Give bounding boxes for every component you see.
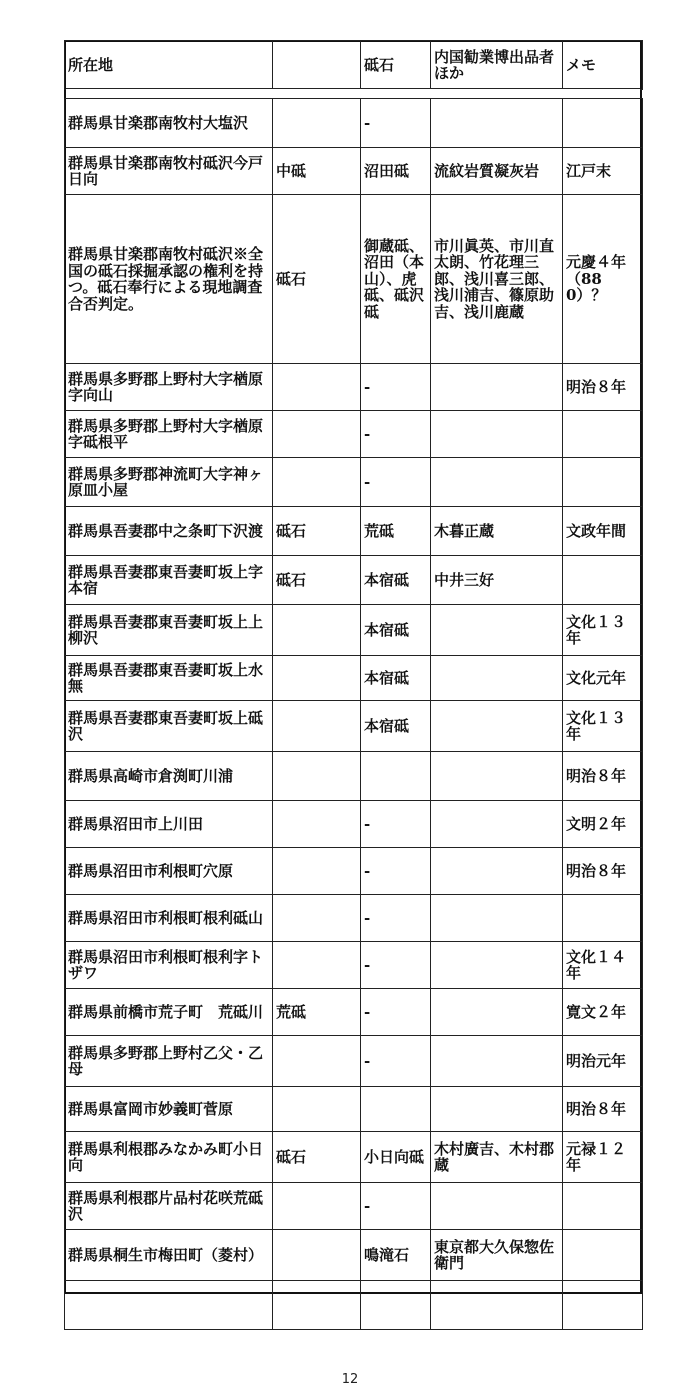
cell-location: 群馬県高崎市倉渕町川浦 xyxy=(65,752,273,801)
cell-location: 群馬県利根郡みなかみ町小日向 xyxy=(65,1132,273,1183)
cell-memo: 文政年間 xyxy=(563,507,643,556)
cell-whetstone: 本宿砥 xyxy=(361,701,431,752)
cell-whetstone xyxy=(361,1281,431,1330)
cell-type xyxy=(273,364,361,411)
cell-type xyxy=(273,1036,361,1087)
cell-memo: 明治８年 xyxy=(563,364,643,411)
cell-exhibitor xyxy=(431,895,563,942)
cell-location: 群馬県沼田市利根町穴原 xyxy=(65,848,273,895)
cell-memo: 寛文２年 xyxy=(563,989,643,1036)
cell-exhibitor xyxy=(431,848,563,895)
table-row xyxy=(65,656,643,701)
cell-location: 群馬県多野郡上野村大字楢原字砥根平 xyxy=(65,411,273,458)
table-row xyxy=(65,1281,643,1330)
table-row xyxy=(65,801,643,848)
cell-type xyxy=(273,701,361,752)
header-exhibitor: 内国勧業博出品者ほか xyxy=(431,41,563,90)
cell-whetstone: - xyxy=(361,848,431,895)
cell-whetstone: - xyxy=(361,801,431,848)
cell-whetstone: 荒砥 xyxy=(361,507,431,556)
cell-whetstone: - xyxy=(361,989,431,1036)
cell-type: 砥石 xyxy=(273,1132,361,1183)
cell-type xyxy=(273,1183,361,1230)
cell-exhibitor xyxy=(431,411,563,458)
cell-type xyxy=(273,848,361,895)
cell-whetstone: - xyxy=(361,895,431,942)
table-row xyxy=(65,195,643,364)
table-row xyxy=(65,701,643,752)
cell-whetstone: - xyxy=(361,99,431,148)
cell-memo xyxy=(563,1230,643,1281)
cell-location: 群馬県甘楽郡南牧村砥沢今戸日向 xyxy=(65,148,273,195)
cell-exhibitor xyxy=(431,458,563,507)
table-row xyxy=(65,895,643,942)
cell-exhibitor: 市川眞英、市川直太朗、竹花理三郎、浅川喜三郎、浅川浦吉、篠原助吉、浅川鹿蔵 xyxy=(431,195,563,364)
header-type xyxy=(273,41,361,90)
cell-whetstone xyxy=(361,752,431,801)
cell-memo: 元禄１２年 xyxy=(563,1132,643,1183)
header-whetstone: 砥石 xyxy=(361,41,431,90)
cell-location: 群馬県沼田市上川田 xyxy=(65,801,273,848)
table-row xyxy=(65,364,643,411)
table-row xyxy=(65,556,643,605)
cell-type: 砥石 xyxy=(273,556,361,605)
cell-whetstone: 鳴滝石 xyxy=(361,1230,431,1281)
cell-exhibitor xyxy=(431,989,563,1036)
table-row xyxy=(65,1230,643,1281)
cell-location: 群馬県甘楽郡南牧村砥沢※全国の砥石採掘承認の権利を持つ。砥石奉行による現地調査合否判定。 xyxy=(65,195,273,364)
cell-exhibitor xyxy=(431,752,563,801)
cell-location: 群馬県前橋市荒子町 荒砥川 xyxy=(65,989,273,1036)
cell-whetstone: 沼田砥 xyxy=(361,148,431,195)
cell-exhibitor: 木暮正蔵 xyxy=(431,507,563,556)
cell-type xyxy=(273,801,361,848)
cell-location: 群馬県沼田市利根町根利字トザワ xyxy=(65,942,273,989)
header-memo: メモ xyxy=(563,41,643,90)
cell-location: 群馬県多野郡上野村乙父・乙母 xyxy=(65,1036,273,1087)
cell-exhibitor xyxy=(431,942,563,989)
cell-whetstone: 小日向砥 xyxy=(361,1132,431,1183)
cell-whetstone: 御蔵砥、沼田（本山）、虎砥、砥沢砥 xyxy=(361,195,431,364)
table-row xyxy=(65,1036,643,1087)
cell-exhibitor xyxy=(431,1183,563,1230)
cell-location: 群馬県沼田市利根町根利砥山 xyxy=(65,895,273,942)
cell-whetstone xyxy=(361,1087,431,1132)
table-row xyxy=(65,458,643,507)
cell-exhibitor xyxy=(431,1036,563,1087)
cell-location: 群馬県桐生市梅田町（菱村） xyxy=(65,1230,273,1281)
cell-type xyxy=(273,1087,361,1132)
cell-memo: 元慶４年（880）？ xyxy=(563,195,643,364)
cell-memo: 明治８年 xyxy=(563,1087,643,1132)
cell-type: 砥石 xyxy=(273,195,361,364)
cell-exhibitor xyxy=(431,1087,563,1132)
table-row xyxy=(65,1183,643,1230)
cell-location: 群馬県吾妻郡東吾妻町坂上砥沢 xyxy=(65,701,273,752)
table-row xyxy=(65,989,643,1036)
cell-memo: 文化１４年 xyxy=(563,942,643,989)
cell-location: 群馬県吾妻郡東吾妻町坂上水無 xyxy=(65,656,273,701)
cell-memo: 文化１３年 xyxy=(563,701,643,752)
cell-whetstone: - xyxy=(361,1183,431,1230)
cell-exhibitor: 流紋岩質凝灰岩 xyxy=(431,148,563,195)
cell-exhibitor xyxy=(431,1281,563,1330)
header-row xyxy=(65,41,643,90)
table-row xyxy=(65,507,643,556)
cell-memo xyxy=(563,1281,643,1330)
table-header xyxy=(64,40,643,90)
cell-memo xyxy=(563,895,643,942)
cell-whetstone: - xyxy=(361,458,431,507)
cell-memo: 文化元年 xyxy=(563,656,643,701)
cell-memo: 文化１３年 xyxy=(563,605,643,656)
cell-whetstone: - xyxy=(361,942,431,989)
cell-type xyxy=(273,411,361,458)
cell-type xyxy=(273,895,361,942)
cell-type xyxy=(273,752,361,801)
cell-whetstone: 本宿砥 xyxy=(361,656,431,701)
cell-location: 群馬県多野郡神流町大字神ヶ原皿小屋 xyxy=(65,458,273,507)
cell-location: 群馬県吾妻郡東吾妻町坂上上柳沢 xyxy=(65,605,273,656)
cell-location: 群馬県利根郡片品村花咲荒砥沢 xyxy=(65,1183,273,1230)
cell-memo xyxy=(563,458,643,507)
cell-location: 群馬県吾妻郡中之条町下沢渡 xyxy=(65,507,273,556)
table-row xyxy=(65,1087,643,1132)
cell-exhibitor xyxy=(431,364,563,411)
cell-memo xyxy=(563,556,643,605)
header-location: 所在地 xyxy=(65,41,273,90)
cell-exhibitor xyxy=(431,701,563,752)
cell-type xyxy=(273,1281,361,1330)
cell-type: 荒砥 xyxy=(273,989,361,1036)
cell-exhibitor: 中井三好 xyxy=(431,556,563,605)
cell-whetstone: - xyxy=(361,364,431,411)
table-row xyxy=(65,848,643,895)
table-row xyxy=(65,942,643,989)
cell-exhibitor xyxy=(431,801,563,848)
cell-location: 群馬県多野郡上野村大字楢原字向山 xyxy=(65,364,273,411)
cell-type: 中砥 xyxy=(273,148,361,195)
cell-whetstone: 本宿砥 xyxy=(361,556,431,605)
table-body xyxy=(64,98,643,1330)
cell-exhibitor: 木村廣吉、木村郡蔵 xyxy=(431,1132,563,1183)
cell-memo: 明治８年 xyxy=(563,752,643,801)
cell-memo: 江戸末 xyxy=(563,148,643,195)
page-number: 12 xyxy=(341,1372,359,1387)
cell-type xyxy=(273,942,361,989)
cell-memo: 明治元年 xyxy=(563,1036,643,1087)
cell-type xyxy=(273,605,361,656)
cell-memo: 文明２年 xyxy=(563,801,643,848)
cell-whetstone: - xyxy=(361,1036,431,1087)
cell-type: 砥石 xyxy=(273,507,361,556)
cell-exhibitor: 東京都大久保惣佐衛門 xyxy=(431,1230,563,1281)
table-row xyxy=(65,411,643,458)
cell-location: 群馬県富岡市妙義町菅原 xyxy=(65,1087,273,1132)
cell-memo xyxy=(563,1183,643,1230)
cell-memo xyxy=(563,99,643,148)
table-row xyxy=(65,99,643,148)
cell-exhibitor xyxy=(431,99,563,148)
table-row xyxy=(65,752,643,801)
cell-memo: 明治８年 xyxy=(563,848,643,895)
table-row xyxy=(65,605,643,656)
cell-location xyxy=(65,1281,273,1330)
cell-type xyxy=(273,458,361,507)
table-row xyxy=(65,148,643,195)
cell-type xyxy=(273,1230,361,1281)
cell-exhibitor xyxy=(431,656,563,701)
cell-whetstone: - xyxy=(361,411,431,458)
cell-exhibitor xyxy=(431,605,563,656)
table-row xyxy=(65,1132,643,1183)
cell-location: 群馬県甘楽郡南牧村大塩沢 xyxy=(65,99,273,148)
cell-memo xyxy=(563,411,643,458)
cell-whetstone: 本宿砥 xyxy=(361,605,431,656)
cell-type xyxy=(273,656,361,701)
cell-location: 群馬県吾妻郡東吾妻町坂上字本宿 xyxy=(65,556,273,605)
cell-type xyxy=(273,99,361,148)
